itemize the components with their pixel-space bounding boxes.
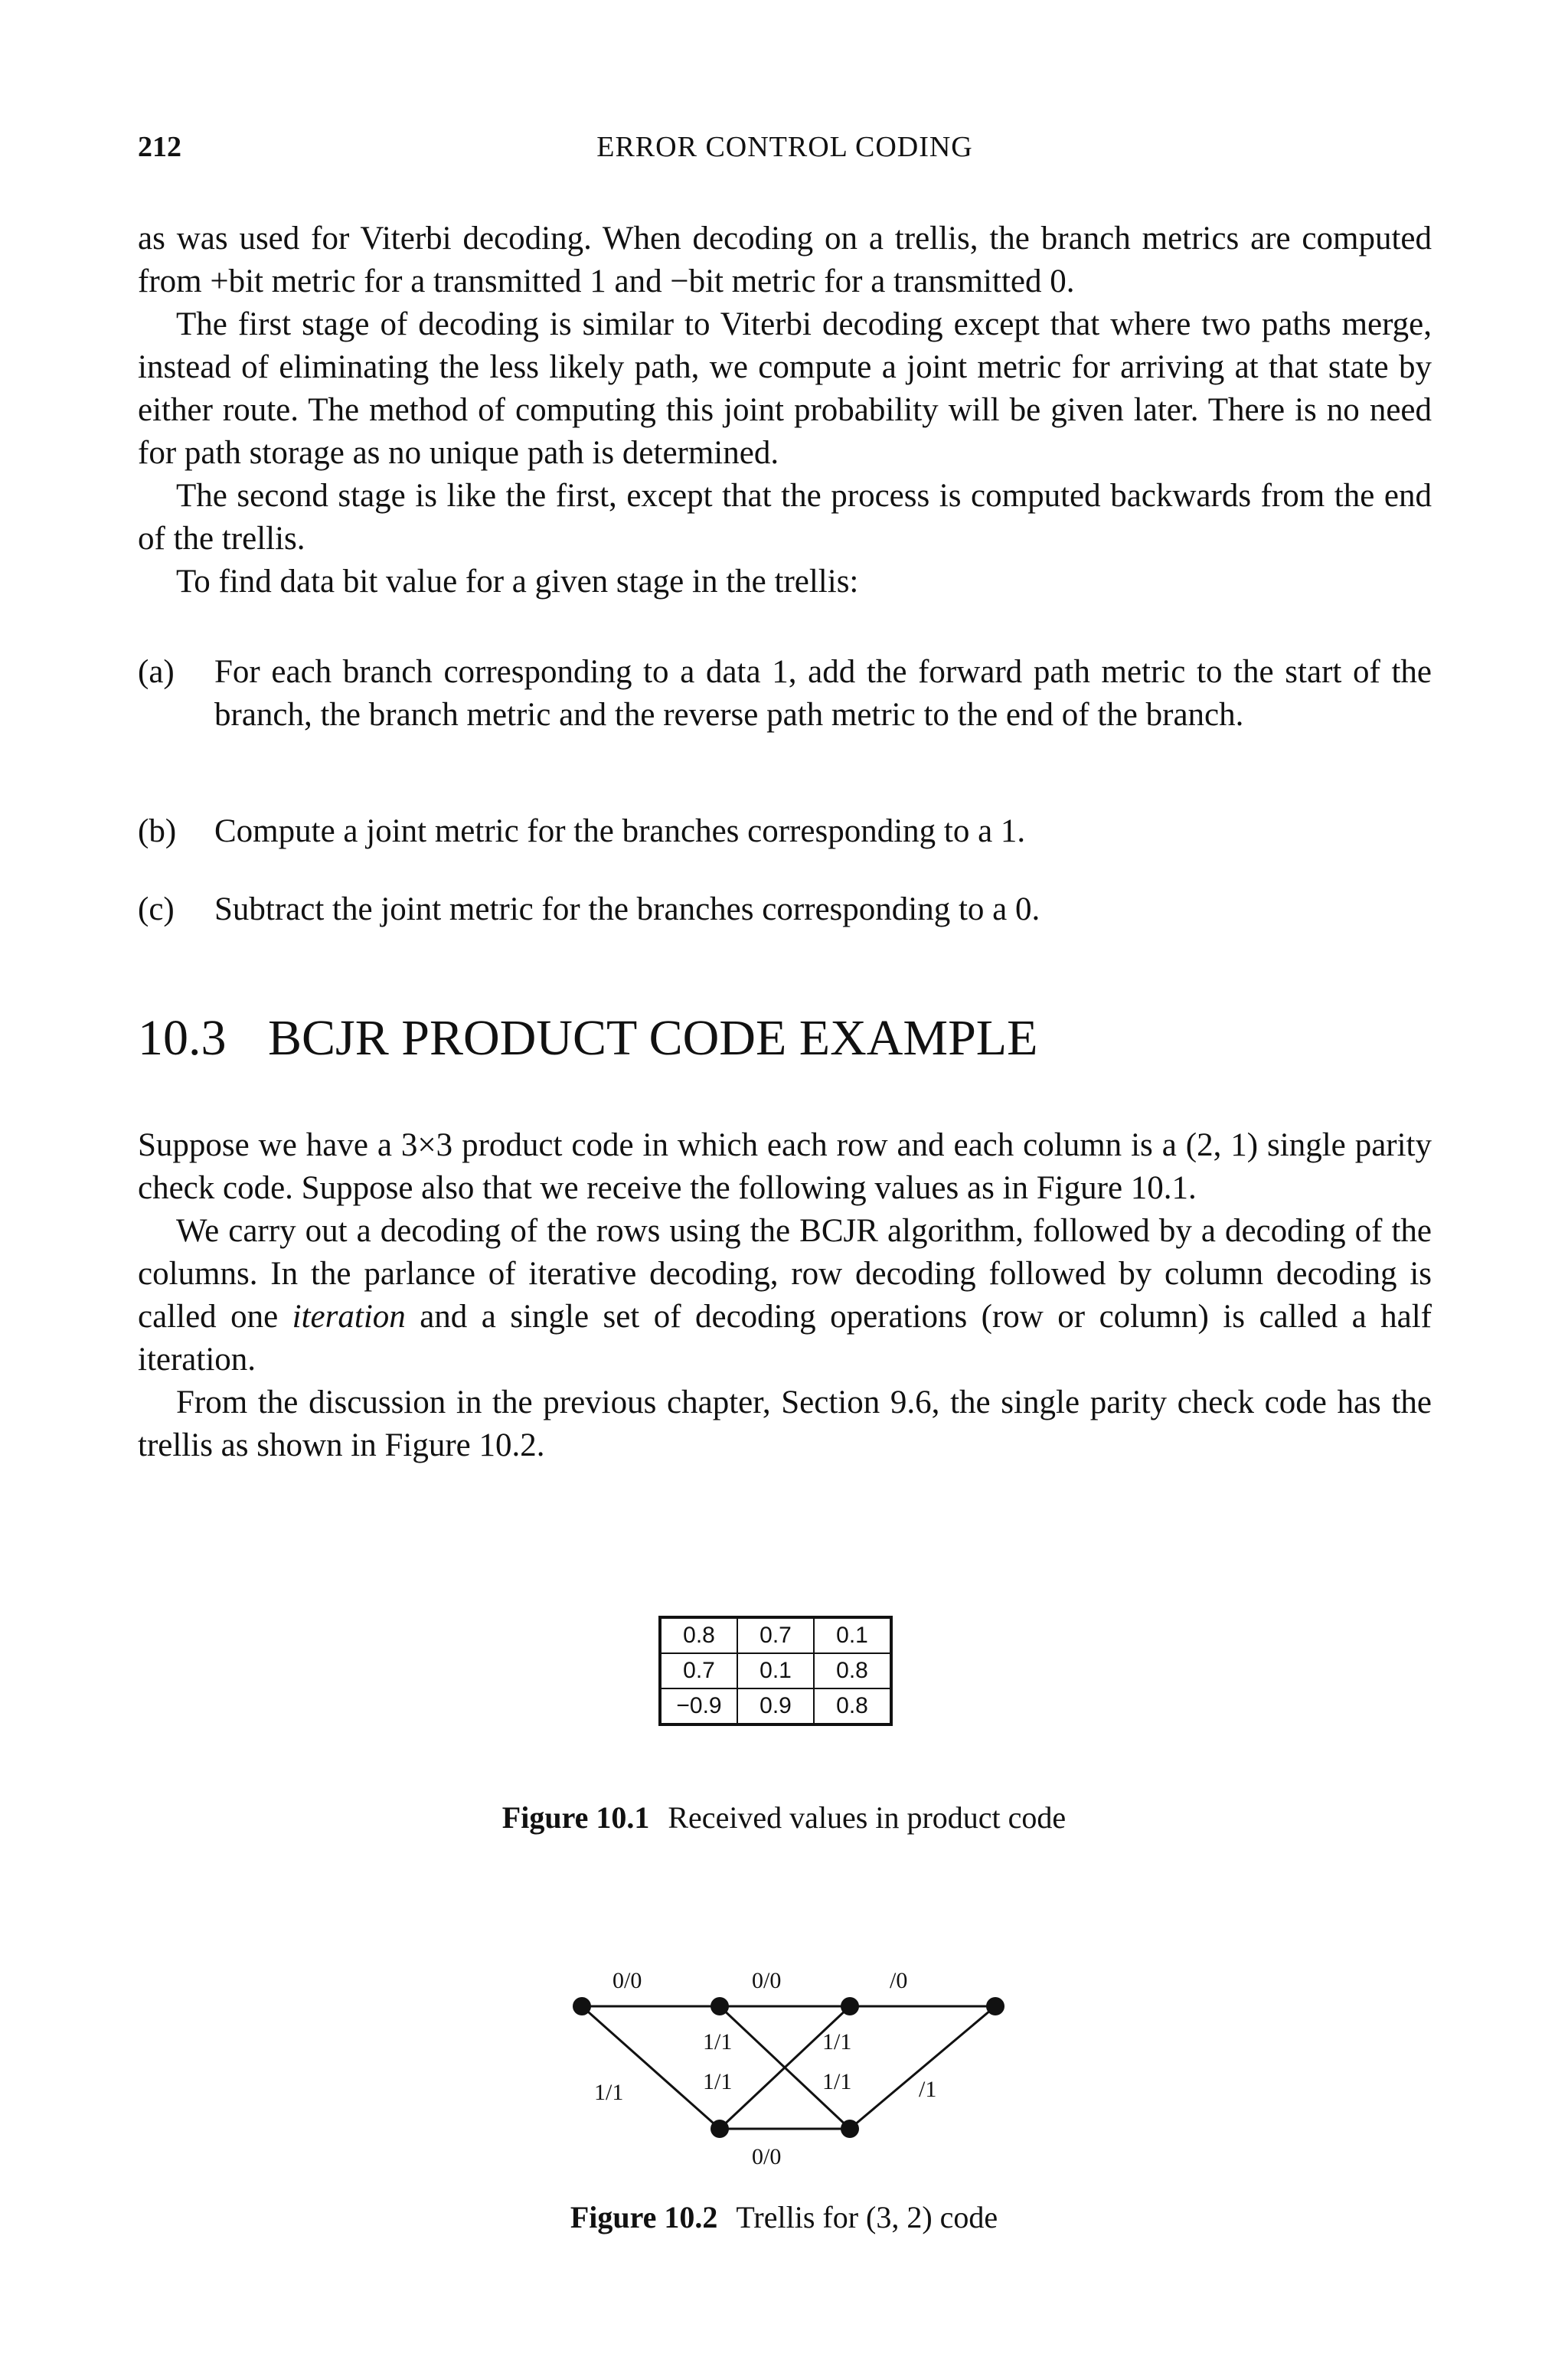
list-item — [138, 810, 1432, 853]
paragraph-text: We carry out a decoding of the rows using the BCJR algorithm, followed by a decoding of the columns. In the parlance of iterative decoding, row decoding followed by column decoding is called one — [138, 1213, 1432, 1335]
table-cell: 0.7 — [737, 1617, 814, 1653]
figure-caption — [0, 1800, 1568, 1836]
trellis-edge-up — [850, 2006, 995, 2129]
table-cell: 0.8 — [660, 1617, 737, 1653]
trellis-node — [841, 1997, 859, 2015]
paragraph: as was used for Viterbi decoding. When decoding on a trellis, the branch metrics are computed from +bit metric for a transmitted 1 and −bit metric for a transmitted 0. — [138, 221, 1432, 299]
figure-caption-text: Trellis for (3, 2) code — [736, 2200, 998, 2234]
page-header — [138, 130, 1432, 176]
trellis-node — [986, 1997, 1004, 2015]
table-cell: 0.8 — [814, 1653, 891, 1688]
table-cell: 0.7 — [660, 1653, 737, 1688]
section-heading — [138, 1009, 1037, 1067]
list-item-text: Compute a joint metric for the branches corresponding to a 1. — [214, 813, 1026, 849]
trellis-diagram — [536, 1922, 1026, 2167]
trellis-label: /0 — [890, 1968, 908, 1993]
trellis-label: 1/1 — [822, 2069, 852, 2094]
paragraph: The second stage is like the first, except that the process is computed backwards from the end of the trellis. — [138, 478, 1432, 557]
figure-label: Figure 10.1 — [501, 1800, 650, 1835]
paragraph: From the discussion in the previous chapter, Section 9.6, the single parity check code has the trellis as shown in Figure 10.2. — [138, 1384, 1432, 1463]
figure-caption — [0, 2199, 1568, 2235]
trellis-label: 0/0 — [612, 1968, 642, 1993]
trellis-label: 1/1 — [822, 2029, 852, 2055]
table-cell: 0.9 — [737, 1688, 814, 1724]
list-item-text: For each branch corresponding to a data 1, add the forward path metric to the start of the branch, the branch metric and the reverse path metric to the end of the branch. — [214, 654, 1432, 733]
section-number: 10.3 — [138, 1010, 227, 1066]
table-row — [660, 1688, 891, 1724]
list-item-label: (c) — [138, 891, 175, 927]
section-text — [138, 1124, 1432, 1467]
figure-caption-text: Received values in product code — [668, 1800, 1067, 1835]
page-number: 212 — [138, 131, 181, 163]
trellis-label: 1/1 — [703, 2029, 733, 2055]
trellis-edge-down — [582, 2006, 720, 2129]
list-item — [138, 888, 1432, 931]
received-values-table — [658, 1616, 893, 1726]
list-item-text: Subtract the joint metric for the branches corresponding to a 0. — [214, 891, 1040, 927]
intro-text — [138, 217, 1432, 603]
paragraph — [138, 1210, 1432, 1381]
figure-label: Figure 10.2 — [570, 2200, 718, 2234]
trellis-node — [710, 2120, 729, 2138]
emphasis-iteration: iteration — [292, 1299, 406, 1335]
running-title: ERROR CONTROL CODING — [596, 131, 973, 163]
table-cell: 0.1 — [814, 1617, 891, 1653]
paragraph: The first stage of decoding is similar to Viterbi decoding except that where two paths merge, instead of eliminating the less likely path, we compute a joint metric for arriving at that state by either route. The method of computing this joint probability will be given later. There is no need for path storage as no unique path is determined. — [138, 306, 1432, 471]
trellis-node — [841, 2120, 859, 2138]
section-title: BCJR PRODUCT CODE EXAMPLE — [268, 1010, 1038, 1066]
paragraph-text: and a single set of decoding operations (row or column) is called a half iteration. — [138, 1299, 1432, 1378]
list-item-label: (b) — [138, 813, 177, 849]
table-cell: 0.8 — [814, 1688, 891, 1724]
list-item — [138, 651, 1432, 737]
table-row — [660, 1653, 891, 1688]
table-cell: −0.9 — [660, 1688, 737, 1724]
table-cell: 0.1 — [737, 1653, 814, 1688]
table-row — [660, 1617, 891, 1653]
paragraph: To find data bit value for a given stage in the trellis: — [176, 564, 859, 600]
paragraph: Suppose we have a 3×3 product code in which each row and each column is a (2, 1) single parity check code. Suppose also that we receive the following values as in Figure 10.1. — [138, 1127, 1432, 1206]
trellis-label: 0/0 — [752, 2144, 782, 2167]
trellis-node — [710, 1997, 729, 2015]
list-item-label: (a) — [138, 654, 175, 690]
trellis-node — [573, 1997, 591, 2015]
trellis-label: 1/1 — [594, 2080, 624, 2105]
trellis-label: 0/0 — [752, 1968, 782, 1993]
trellis-label: 1/1 — [703, 2069, 733, 2094]
trellis-label: /1 — [919, 2077, 937, 2102]
